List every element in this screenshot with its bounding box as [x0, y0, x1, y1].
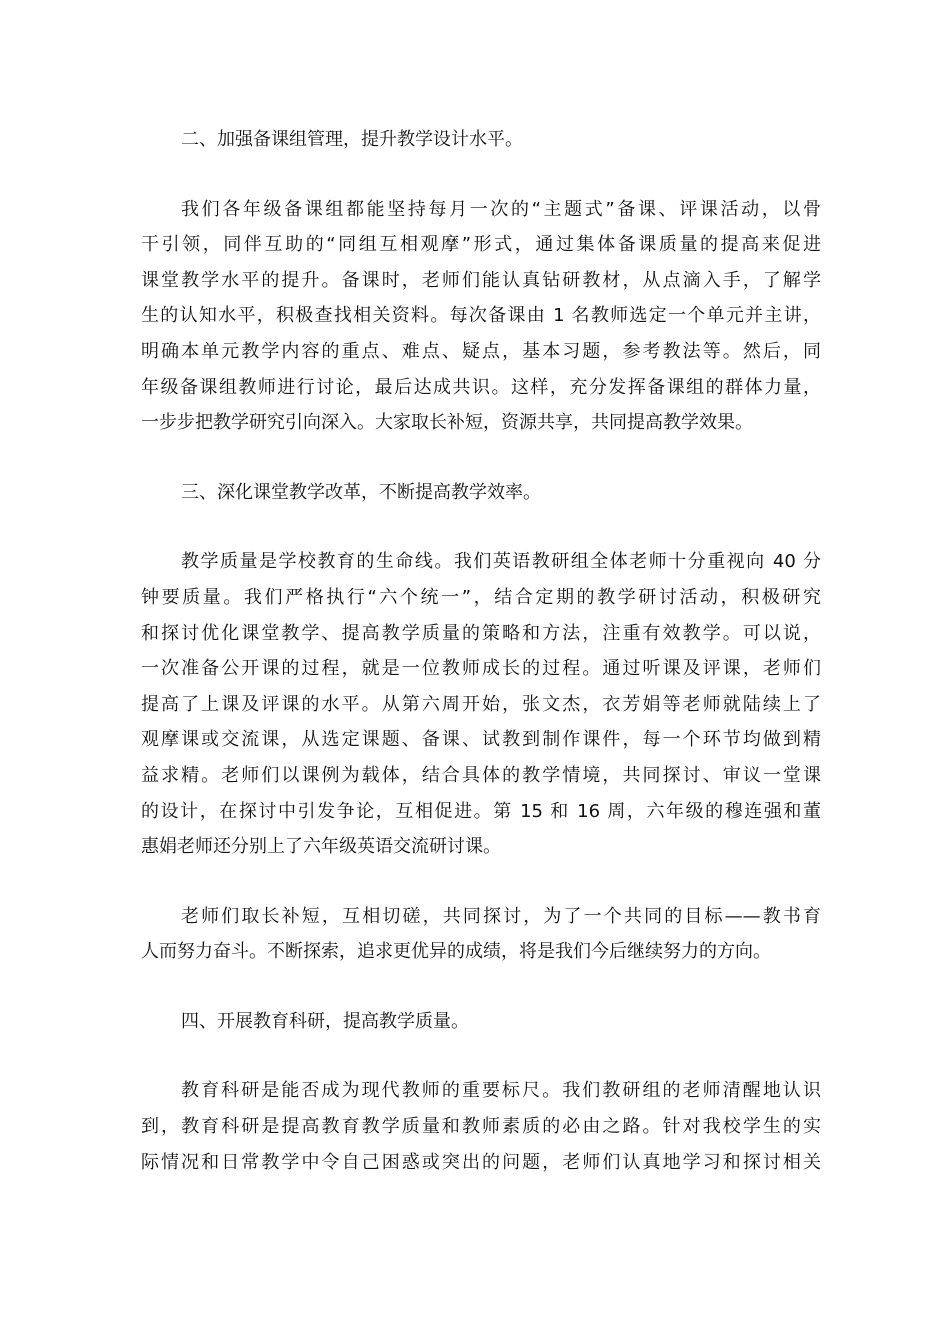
- text-line: 提高了上课及评课的水平。从第六周开始，张文杰，衣芳娟等老师就陆续上了: [141, 693, 821, 715]
- text-line: 一步步把教学研究引向深入。大家取长补短，资源共享，共同提高教学效果。: [141, 412, 753, 434]
- text-line: 教学质量是学校教育的生命线。我们英语教研组全体老师十分重视向 40 分: [181, 551, 821, 573]
- text-line: 生的认知水平，积极查找相关资料。每次备课由 1 名教师选定一个单元并主讲，: [141, 305, 821, 327]
- paragraph-teaching-quality: [141, 544, 821, 864]
- text-line: 人而努力奋斗。不断探索，追求更优异的成绩，将是我们今后继续努力的方向。: [141, 941, 771, 963]
- text-line: 老师们取长补短，互相切磋，共同探讨，为了一个共同的目标——教书育: [181, 905, 821, 927]
- text-line: 一次准备公开课的过程，就是一位教师成长的过程。通过听课及评课，老师们: [141, 658, 821, 680]
- text-line: 干引领，同伴互助的“同组互相观摩”形式，通过集体备课质量的提高来促进: [141, 234, 821, 256]
- text-line: 益求精。老师们以课例为载体，结合具体的教学情境，共同探讨、审议一堂课: [141, 764, 821, 786]
- paragraph-research: [141, 1073, 821, 1180]
- text-line: 际情况和日常教学中令自己困惑或突出的问题，老师们认真地学习和探讨相关: [141, 1151, 821, 1173]
- text-line: 明确本单元教学内容的重点、难点、疑点，基本习题，参考教法等。然后，同: [141, 340, 821, 362]
- section-heading-2: 二、加强备课组管理，提升教学设计水平。: [181, 129, 523, 150]
- paragraph-lesson-prep: [141, 192, 821, 441]
- text-line: 课堂教学水平的提升。备课时，老师们能认真钻研教材，从点滴入手，了解学: [141, 269, 821, 291]
- text-line: 年级备课组教师进行讨论，最后达成共识。这样，充分发挥备课组的群体力量，: [141, 376, 821, 398]
- section-heading-4: 四、开展教育科研，提高教学质量。: [181, 1010, 469, 1032]
- text-line: 观摩课或交流课，从选定课题、备课、试教到制作课件，每一个环节均做到精: [141, 729, 821, 751]
- text-line: 的设计，在探讨中引发争论，互相促进。第 15 和 16 周，六年级的穆连强和董: [141, 800, 821, 822]
- text-line: 钟要质量。我们严格执行“六个统一”，结合定期的教学研讨活动，积极研究: [141, 586, 821, 608]
- section-heading-3: 三、深化课堂教学改革，不断提高教学效率。: [181, 481, 541, 503]
- text-line: 和探讨优化课堂教学、提高教学质量的策略和方法，注重有效教学。可以说，: [141, 622, 821, 644]
- text-line: 我们各年级备课组都能坚持每月一次的“主题式”备课、评课活动，以骨: [181, 198, 821, 220]
- paragraph-common-goal: [141, 899, 821, 970]
- document-body: [141, 122, 821, 1214]
- text-line: 惠娟老师还分别上了六年级英语交流研讨课。: [141, 836, 501, 858]
- text-line: 到，教育科研是提高教育教学质量和教师素质的必由之路。针对我校学生的实: [141, 1116, 821, 1138]
- text-line: 教育科研是能否成为现代教师的重要标尺。我们教研组的老师清醒地认识: [181, 1080, 821, 1102]
